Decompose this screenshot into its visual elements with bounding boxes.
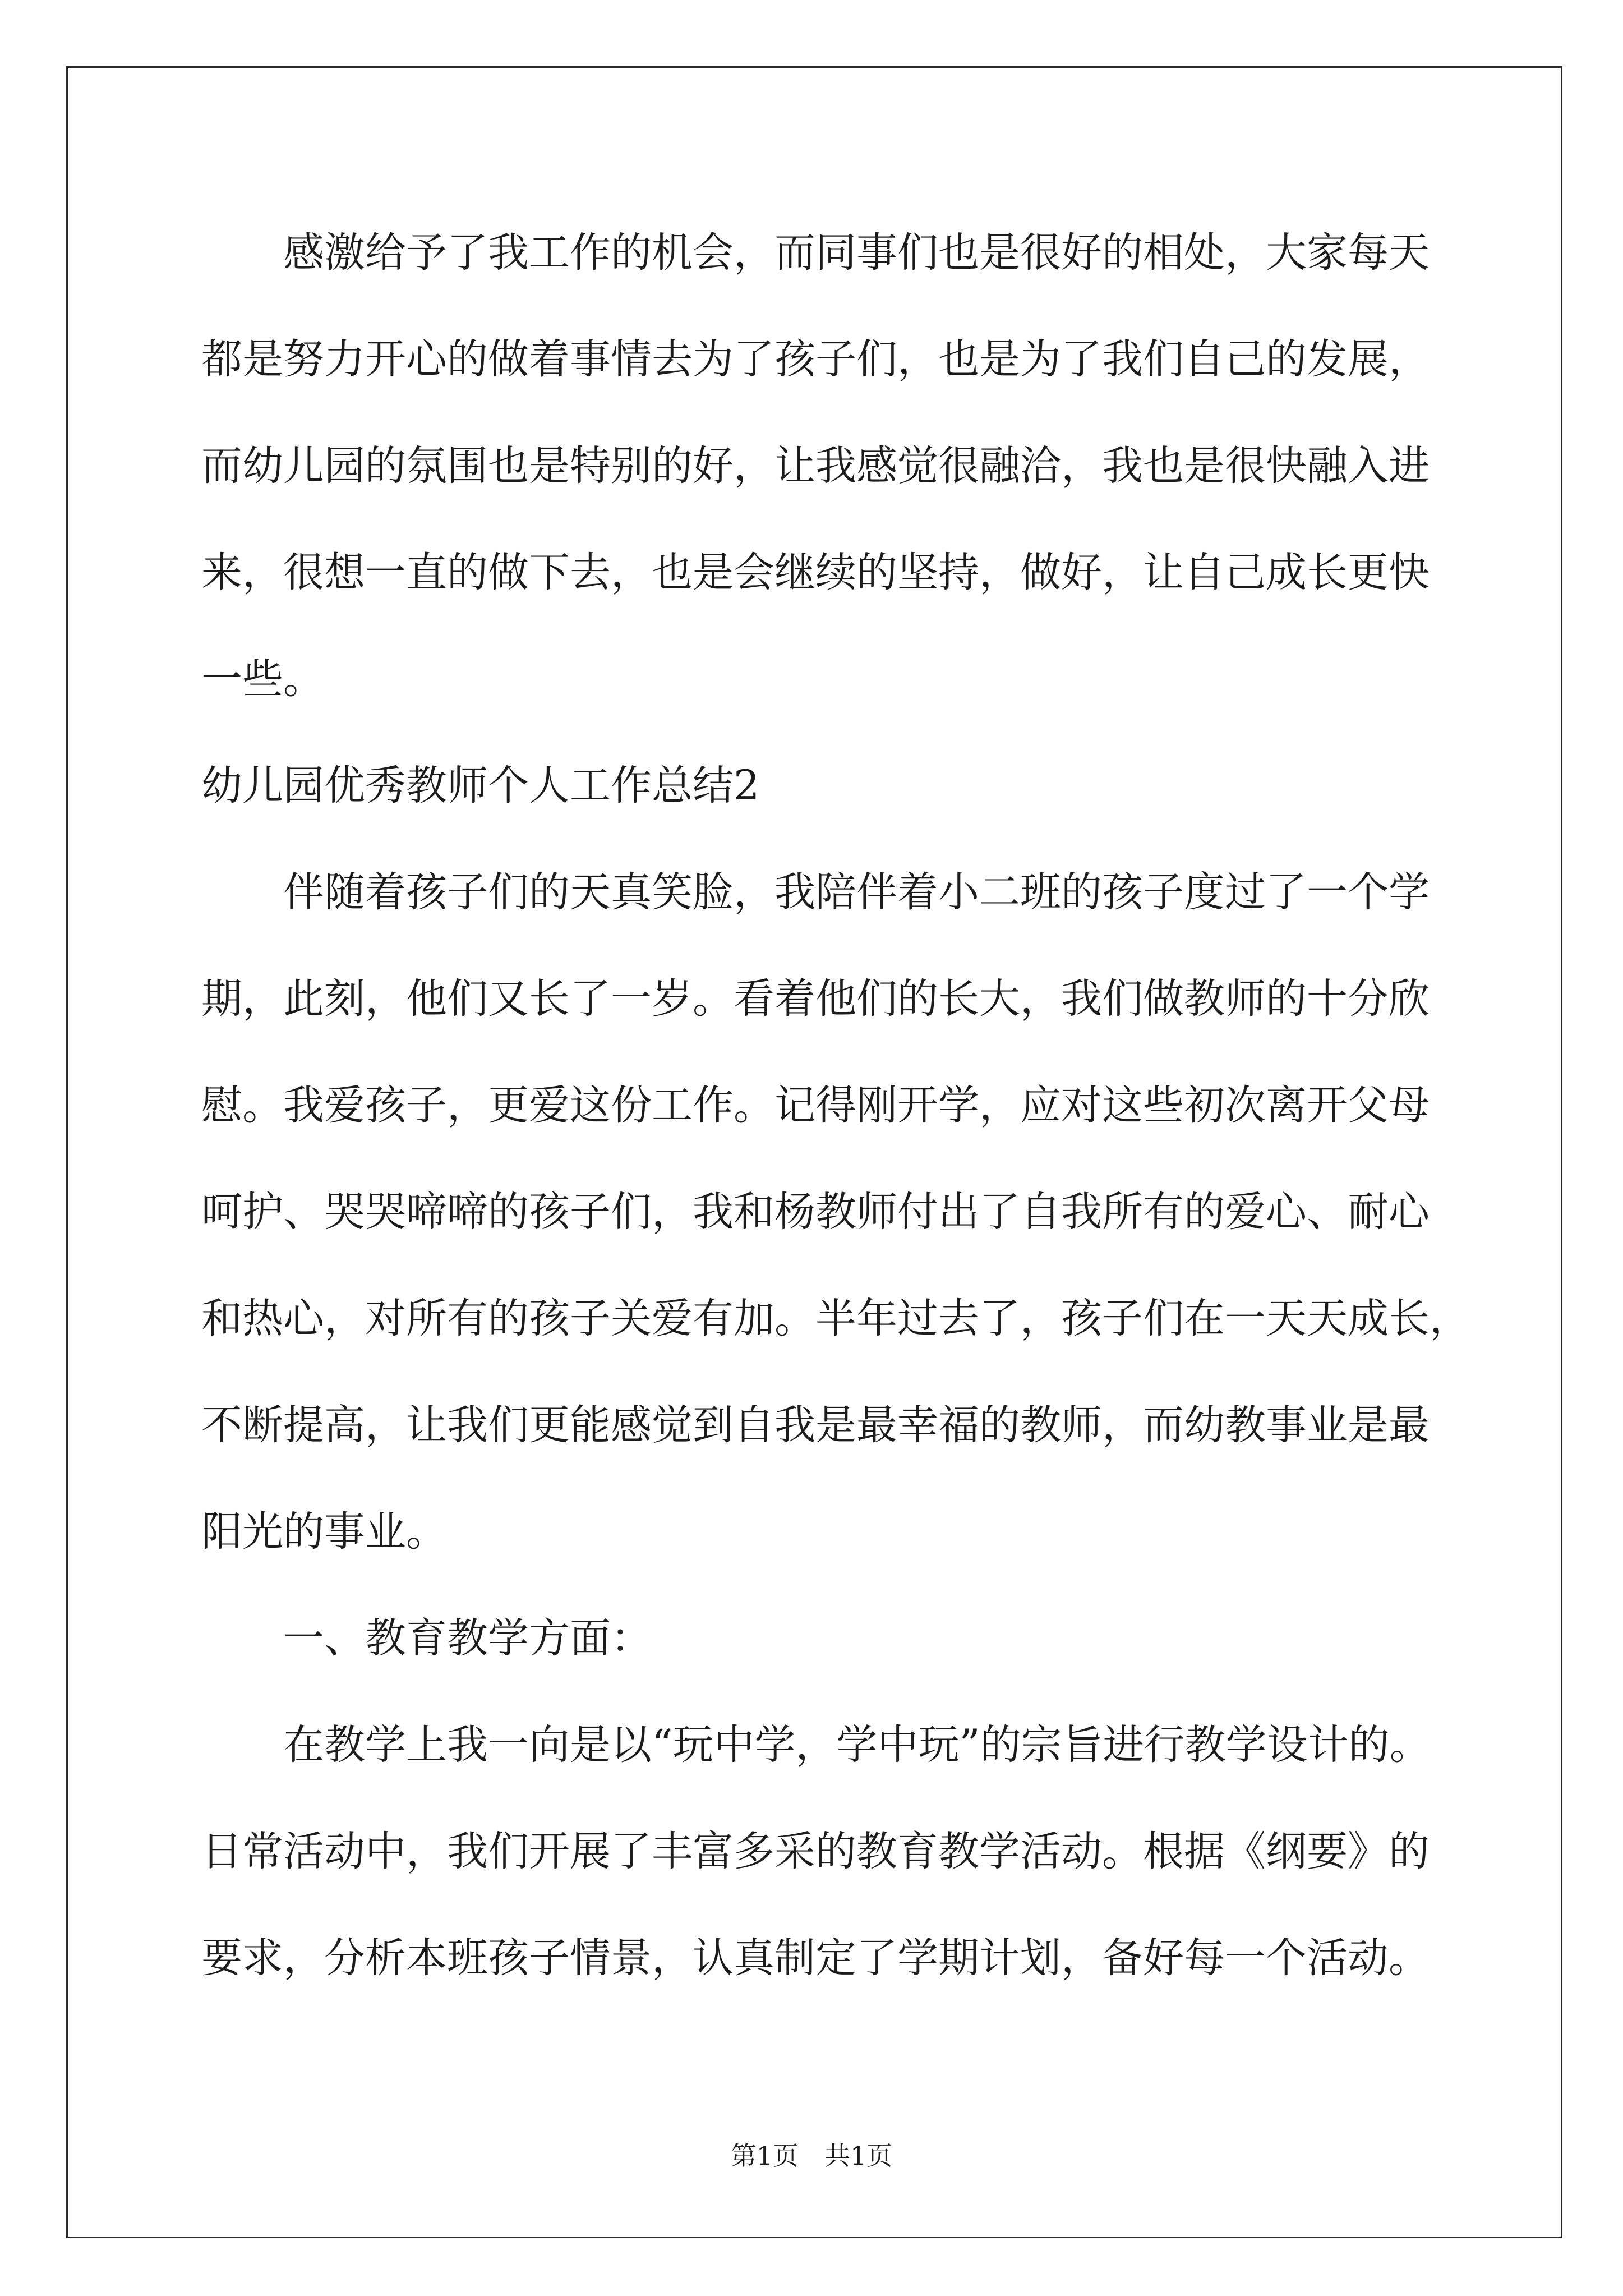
paragraph-line: 而幼儿园的氛围也是特别的好，让我感觉很融洽，我也是很快融入进 (201, 442, 1430, 490)
paragraph-line: 要求，分析本班孩子情景，认真制定了学期计划，备好每一个活动。 (201, 1934, 1430, 1982)
paragraph-line: 呵护、哭哭啼啼的孩子们，我和杨教师付出了自我所有的爱心、耐心 (201, 1188, 1430, 1236)
subsection-title: 一、教育教学方面： (283, 1614, 652, 1662)
paragraph-line: 一些。 (201, 655, 324, 703)
paragraph-line: 伴随着孩子们的天真笑脸，我陪伴着小二班的孩子度过了一个学 (283, 868, 1430, 916)
paragraph-line: 来，很想一直的做下去，也是会继续的坚持，做好，让自己成长更快 (201, 549, 1430, 596)
paragraph-line: 日常活动中，我们开展了丰富多采的教育教学活动。根据《纲要》的 (201, 1828, 1430, 1875)
paragraph-line: 都是努力开心的做着事情去为了孩子们，也是为了我们自己的发展， (201, 335, 1430, 383)
document-body (201, 200, 1502, 2012)
page-number-footer: 第1页 共1页 (730, 2141, 893, 2171)
teaching-paragraph (201, 1692, 1502, 2012)
paragraph-line: 慰。我爱孩子，更爱这份工作。记得刚开学，应对这些初次离开父母 (201, 1082, 1430, 1129)
paragraph-line: 阳光的事业。 (201, 1508, 447, 1556)
paragraph-line: 和热心，对所有的孩子关爱有加。半年过去了，孩子们在一天天成长， (201, 1295, 1470, 1342)
paragraph-line: 期，此刻，他们又长了一岁。看着他们的长大，我们做教师的十分欣 (201, 975, 1430, 1023)
body-paragraph (201, 839, 1502, 1585)
section-title: 幼儿园优秀教师个人工作总结2 (201, 762, 760, 809)
intro-paragraph (201, 200, 1502, 733)
paragraph-line: 不断提高，让我们更能感觉到自我是最幸福的教师，而幼教事业是最 (201, 1401, 1430, 1449)
paragraph-line: 在教学上我一向是以“玩中学，学中玩”的宗旨进行教学设计的。 (283, 1721, 1431, 1769)
paragraph-line: 感激给予了我工作的机会，而同事们也是很好的相处，大家每天 (283, 229, 1430, 277)
